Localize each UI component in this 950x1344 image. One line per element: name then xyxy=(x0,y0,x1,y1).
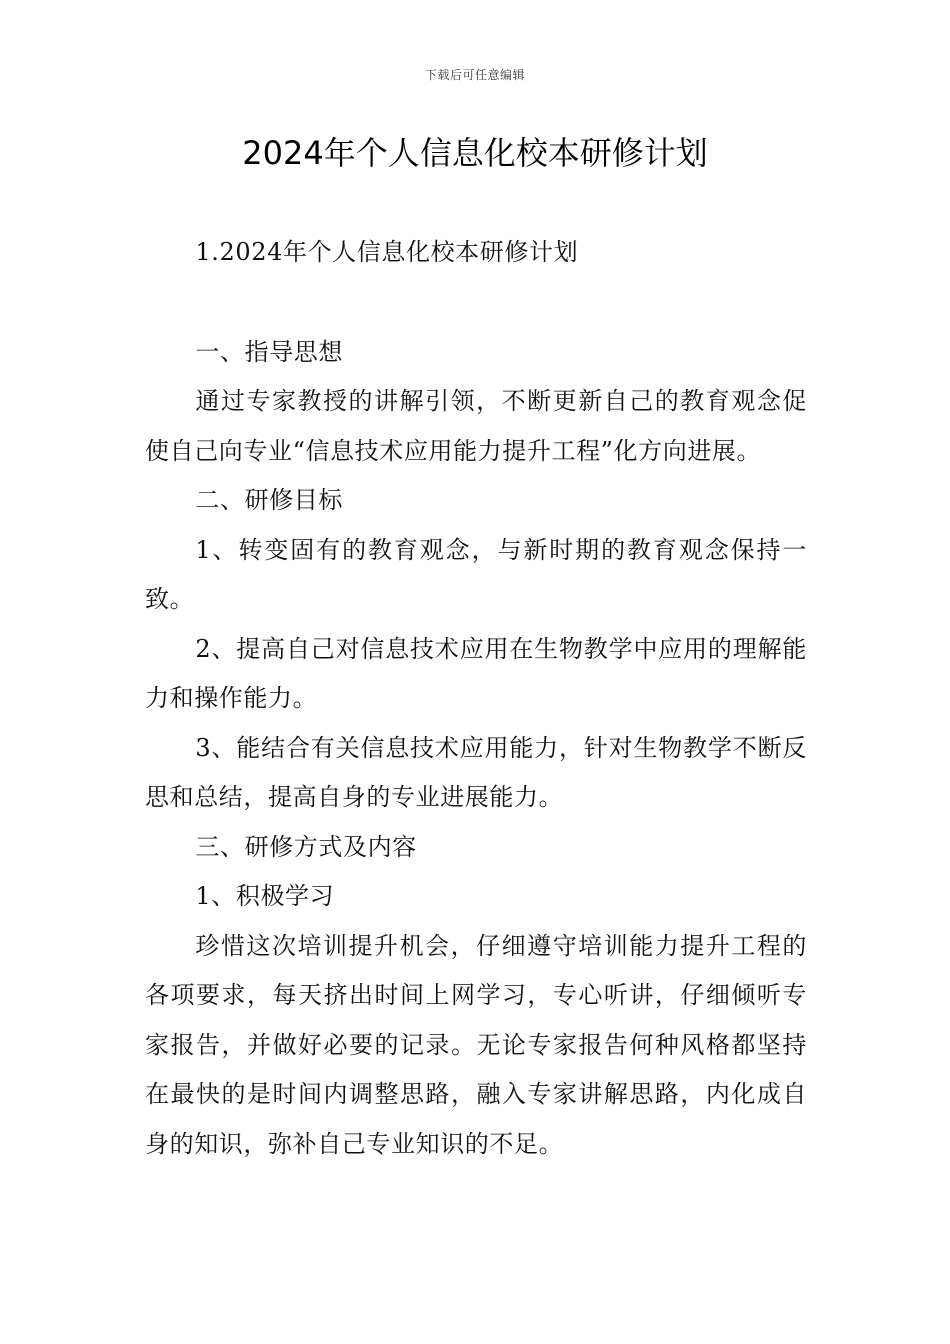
paragraph-active-learning: 珍惜这次培训提升机会，仔细遵守培训能力提升工程的各项要求，每天挤出时间上网学习，专心听讲，仔细倾听专家报告，并做好必要的记录。无论专家报告何种风格都坚持在最快的是时间内调整思路，融入专家讲解思路，内化成自身的知识，弥补自己专业知识的不足。 xyxy=(145,931,807,1158)
goal-item-1: 1、转变固有的教育观念，与新时期的教育观念保持一致。 xyxy=(145,535,807,613)
section-heading-guiding-thought: 一、指导思想 xyxy=(195,337,343,366)
subsection-heading-active-learning: 1、积极学习 xyxy=(195,882,335,910)
goal-item-2: 2、提高自己对信息技术应用在生物教学中应用的理解能力和操作能力。 xyxy=(145,634,807,712)
header-note: 下载后可任意编辑 xyxy=(424,68,525,82)
document-title: 2024年个人信息化校本研修计划 xyxy=(242,134,708,172)
section-heading-goals: 二、研修目标 xyxy=(195,486,343,514)
goal-item-3: 3、能结合有关信息技术应用能力，针对生物教学不断反思和总结，提高自身的专业进展能力。 xyxy=(145,733,807,811)
document-subtitle: 1.2024年个人信息化校本研修计划 xyxy=(195,238,579,266)
section-heading-methods: 三、研修方式及内容 xyxy=(195,832,417,861)
document-body xyxy=(145,228,807,1169)
paragraph-guiding-thought: 通过专家教授的讲解引领，不断更新自己的教育观念促使自己向专业“信息技术应用能力提升工程”化方向进展。 xyxy=(145,387,807,465)
